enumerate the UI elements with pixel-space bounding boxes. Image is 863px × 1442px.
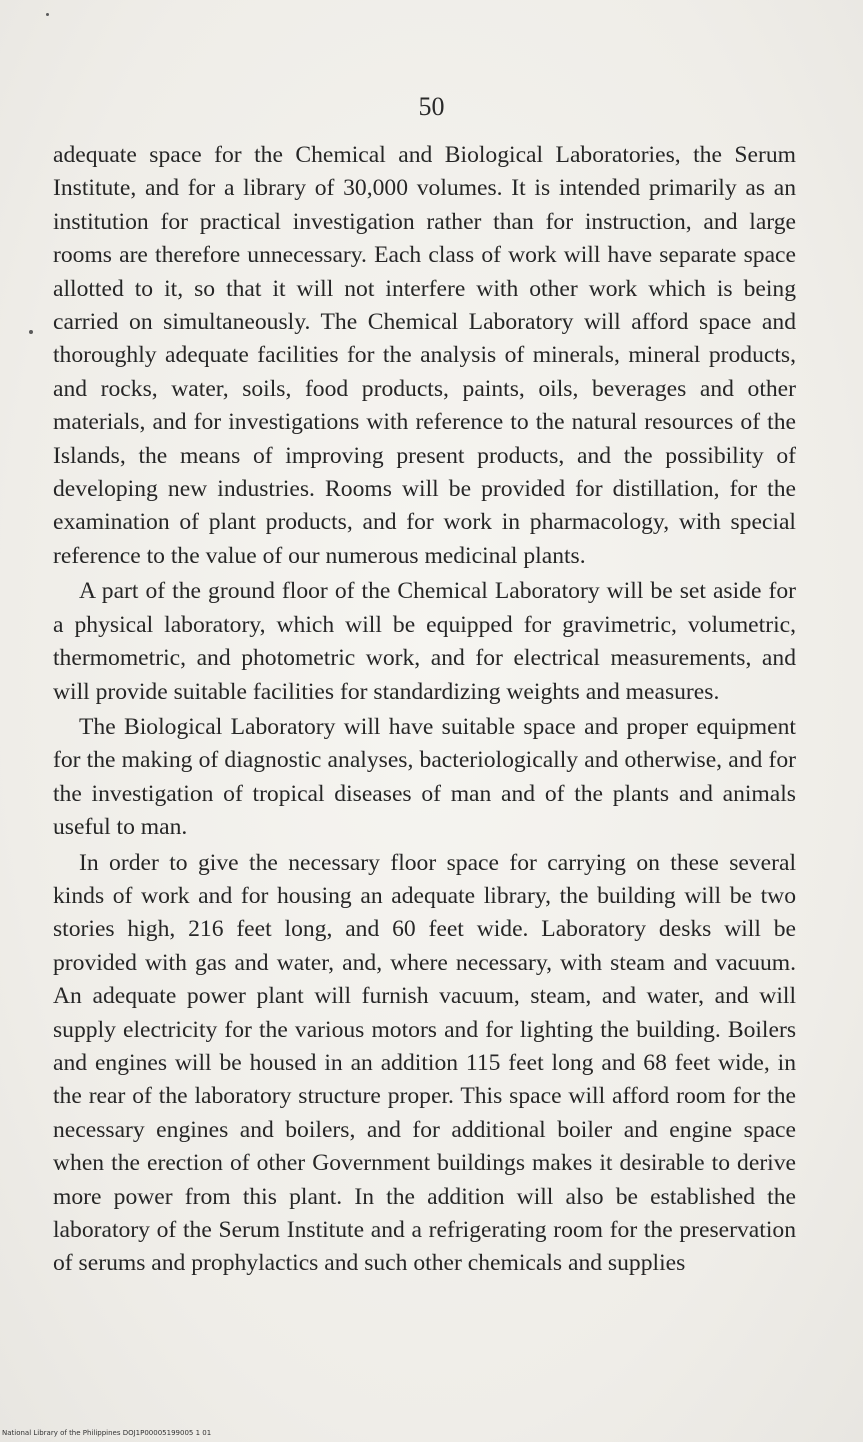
scan-speck xyxy=(46,13,49,16)
paragraph: The Biological Laboratory will have suitable space and proper equipment for the making of diagnostic analyses, bacteriologically and otherwise, and for the investigation of tropical diseases of man and of the plants and animals useful to man. xyxy=(53,713,796,841)
paragraph: In order to give the necessary floor space for carrying on these several kinds of work and for housing an adequate library, the building will be two stories high, 216 feet long, and 60 feet wide. Laboratory desks will be provided with gas and water, and, where necessary, with steam and vacuum. An adequate power plant will furnish vacuum, steam, and water, and will supply electricity for the various motors and for lighting the building. Boilers and engines will be housed in an addition 115 feet long and 68 feet wide, in the rear of the laboratory structure proper. This space will afford room for the necessary engines and boilers, and for additional boiler and engine space when the erection of other Government buildings makes it desirable to derive more power from this plant. In the addition will also be established the laboratory of the Serum Institute and a refrigerating room for the preservation of serums and prophylactics and such other chemicals and supplies xyxy=(53,849,796,1277)
library-credit: National Library of the Philippines DOJ1P00005199005 1 01 xyxy=(2,1429,212,1437)
paragraph: A part of the ground floor of the Chemical Laboratory will be set aside for a physical laboratory, which will be equipped for gravimetric, volumetric, thermometric, and photometric work, and for electrical measurements, and will provide suitable facilities for standardizing weights and measures. xyxy=(53,578,796,705)
paragraph: adequate space for the Chemical and Biological Laboratories, the Serum Institute, and for a library of 30,000 volumes. It is intended primarily as an institution for practical investigation rather than for instruction, and large rooms are therefore unnecessary. Each class of work will have separate space allotted to it, so that it will not interfere with other work which is being carried on simultaneously. The Chemical Laboratory will afford space and thoroughly adequate facilities for the analysis of minerals, mineral products, and rocks, water, soils, food products, paints, oils, beverages and other materials, and for investigations with reference to the natural resources of the Islands, the means of improving present products, and the possibility of developing new industries. Rooms will be provided for distillation, for the examination of plant products, and for work in pharmacology, with special reference to the value of our numerous medicinal plants. xyxy=(53,142,796,569)
body-text xyxy=(53,139,796,1281)
scan-speck xyxy=(29,330,33,334)
page-number: 50 xyxy=(418,92,445,121)
